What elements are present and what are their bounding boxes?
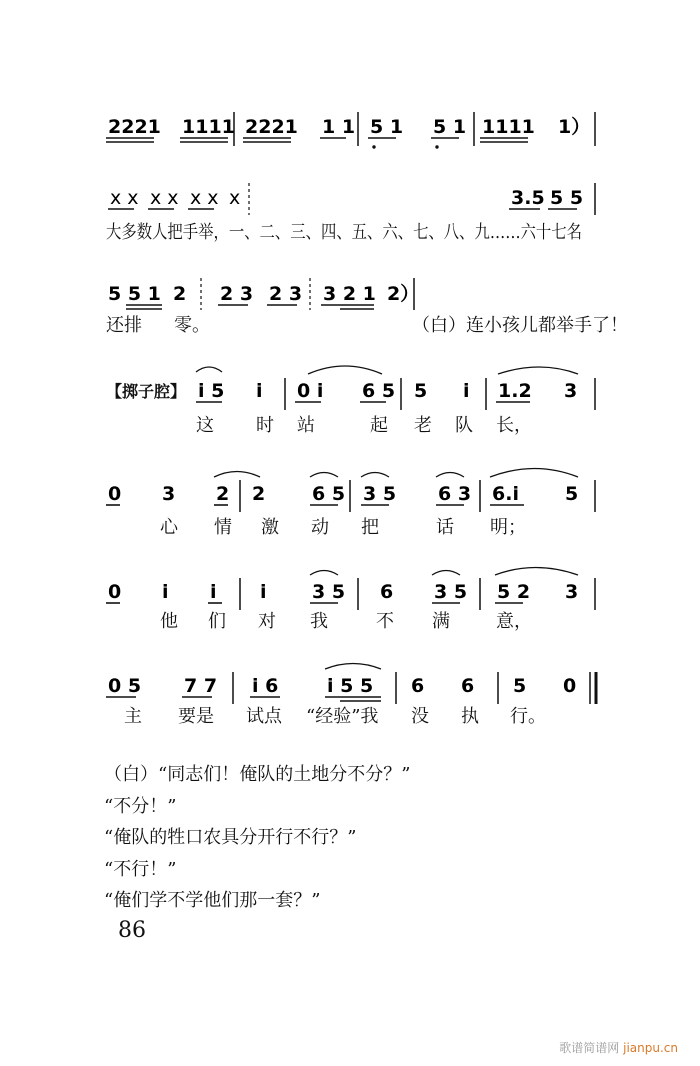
note-group: 5 — [565, 483, 579, 505]
lyric-word: 主 — [124, 706, 142, 727]
note-group: 5 5 1 — [108, 283, 161, 305]
score-row-3 — [106, 278, 628, 336]
lyric-line: 大多数人把手举，一、二、三、四、五、六、七、八、九……六十七名 — [106, 222, 582, 243]
note-group: 1111 — [482, 116, 535, 138]
barlines — [285, 378, 595, 410]
note-group: 1） — [558, 116, 591, 138]
note-group: i 5 5 — [327, 675, 374, 697]
note-group: 2 3 — [269, 283, 303, 305]
lyric-word: 们 — [208, 611, 226, 632]
lyric-word: 他 — [160, 611, 178, 632]
dialogue-line: “俺队的牲口农具分开行不行？” — [104, 827, 357, 848]
note-group: i — [210, 581, 217, 603]
note-group: 6.i — [492, 483, 519, 505]
note-group: 3 2 1 — [323, 283, 376, 305]
lyric-word: 把 — [361, 517, 379, 538]
note-group: 2 — [216, 483, 230, 505]
note-group: 5 — [414, 380, 428, 402]
score-row-4 — [106, 366, 595, 436]
note-group: i 5 — [198, 380, 225, 402]
score-row-2 — [106, 183, 595, 243]
lyric-word: 时 — [256, 415, 274, 436]
note-group: 6 5 — [362, 380, 396, 402]
lyric-word: 要是 — [178, 706, 214, 727]
lyric-word: 站 — [297, 415, 315, 436]
slurs — [214, 469, 578, 478]
slurs — [310, 568, 578, 576]
note-group: 7 7 — [184, 675, 218, 697]
lyric-word: 不 — [376, 611, 394, 632]
note-group: 6 — [411, 675, 425, 697]
rhythm-x: x — [229, 187, 241, 209]
dialogue-line: “不分！” — [104, 796, 177, 817]
lyric-word: 动 — [311, 517, 329, 538]
lyric-word: 没 — [411, 706, 429, 727]
score-row-6 — [106, 568, 595, 633]
underlines — [106, 138, 528, 142]
lyric-word: 试点 — [246, 706, 282, 727]
lyric-word: 长， — [496, 415, 532, 436]
barlines — [240, 480, 595, 512]
note-group: 5 1 — [370, 116, 404, 138]
note-group: 1111 — [182, 116, 235, 138]
note-group: 6 5 — [312, 483, 346, 505]
note-group: 0 — [108, 581, 122, 603]
note-group: 1.2 — [498, 380, 532, 402]
watermark-en: jianpu.cn — [623, 1041, 678, 1055]
note-group: 5 1 — [433, 116, 467, 138]
score-row-5 — [106, 469, 595, 539]
note-group: i — [256, 380, 263, 402]
lyric-word: 老 — [414, 415, 432, 436]
site-watermark — [559, 1039, 678, 1056]
note-group: 5 5 — [550, 187, 584, 209]
slurs — [325, 664, 381, 670]
watermark-cn: 歌谱简谱网 — [559, 1041, 620, 1055]
note-group: 0 5 — [108, 675, 142, 697]
note-group: 0 — [563, 675, 577, 697]
note-group: 3 — [162, 483, 176, 505]
note-group: i — [162, 581, 169, 603]
note-group: 2221 — [245, 116, 298, 138]
note-group: 2） — [387, 283, 420, 305]
lyric-word: 满 — [432, 611, 450, 632]
tune-label: 【掷子腔】 — [106, 382, 187, 401]
lyric-word: 起 — [370, 415, 388, 436]
lyric-word: 对 — [258, 611, 276, 632]
low-dot — [372, 145, 375, 148]
lyric-word: 我 — [310, 611, 328, 632]
note-group: 2221 — [108, 116, 161, 138]
note-group: i — [463, 380, 470, 402]
lyric-word: 激 — [261, 517, 279, 538]
note-group: 0 i — [297, 380, 324, 402]
dialogue-line: “俺们学不学他们那一套？” — [104, 890, 321, 911]
note-group: 1 1 — [322, 116, 356, 138]
barlines — [240, 578, 595, 610]
lyric-word: 执 — [461, 706, 479, 727]
lyric-word: 明； — [490, 517, 526, 538]
spoken-line: （白）连小孩儿都举手了！ — [412, 315, 628, 336]
note-group: 5 2 — [497, 581, 531, 603]
dialogue-line: （白）“同志们！俺队的土地分不分？” — [104, 764, 411, 785]
note-group: 3.5 — [511, 187, 545, 209]
lyric-word: 情 — [214, 517, 232, 538]
lyric-word: 意， — [496, 611, 532, 632]
lyric-word: 零。 — [174, 315, 210, 336]
note-group: i — [260, 581, 267, 603]
underlines — [106, 697, 381, 701]
lyric-word: 队 — [455, 415, 473, 436]
score-row-7 — [106, 664, 596, 728]
note-group: 6 — [461, 675, 475, 697]
lyric-word: 还排 — [106, 315, 142, 336]
dialogue-line: “不行！” — [104, 859, 177, 880]
lyric-word: 行。 — [510, 706, 546, 727]
rhythm-x: x x — [190, 187, 219, 209]
lyric-word: “经验”我 — [306, 706, 379, 727]
slurs — [196, 366, 578, 374]
note-group: 3 — [564, 380, 578, 402]
note-group: 3 5 — [434, 581, 468, 603]
underlines — [126, 305, 374, 309]
note-group: i 6 — [252, 675, 279, 697]
note-group: 0 — [108, 483, 122, 505]
note-group: 2 — [173, 283, 187, 305]
score-row-1 — [106, 112, 595, 149]
lyric-word: 这 — [196, 415, 214, 436]
note-group: 3 5 — [312, 581, 346, 603]
note-group: 2 — [252, 483, 266, 505]
note-group: 6 3 — [438, 483, 472, 505]
note-group: 3 5 — [363, 483, 397, 505]
page-number: 86 — [118, 918, 146, 943]
rhythm-x: x x — [110, 187, 139, 209]
lyric-word: 话 — [436, 517, 454, 538]
rhythm-x: x x — [150, 187, 179, 209]
note-group: 5 — [513, 675, 527, 697]
note-group: 3 — [565, 581, 579, 603]
note-group: 6 — [380, 581, 394, 603]
lyric-word: 心 — [160, 517, 178, 538]
note-group: 2 3 — [220, 283, 254, 305]
low-dot — [435, 145, 438, 148]
